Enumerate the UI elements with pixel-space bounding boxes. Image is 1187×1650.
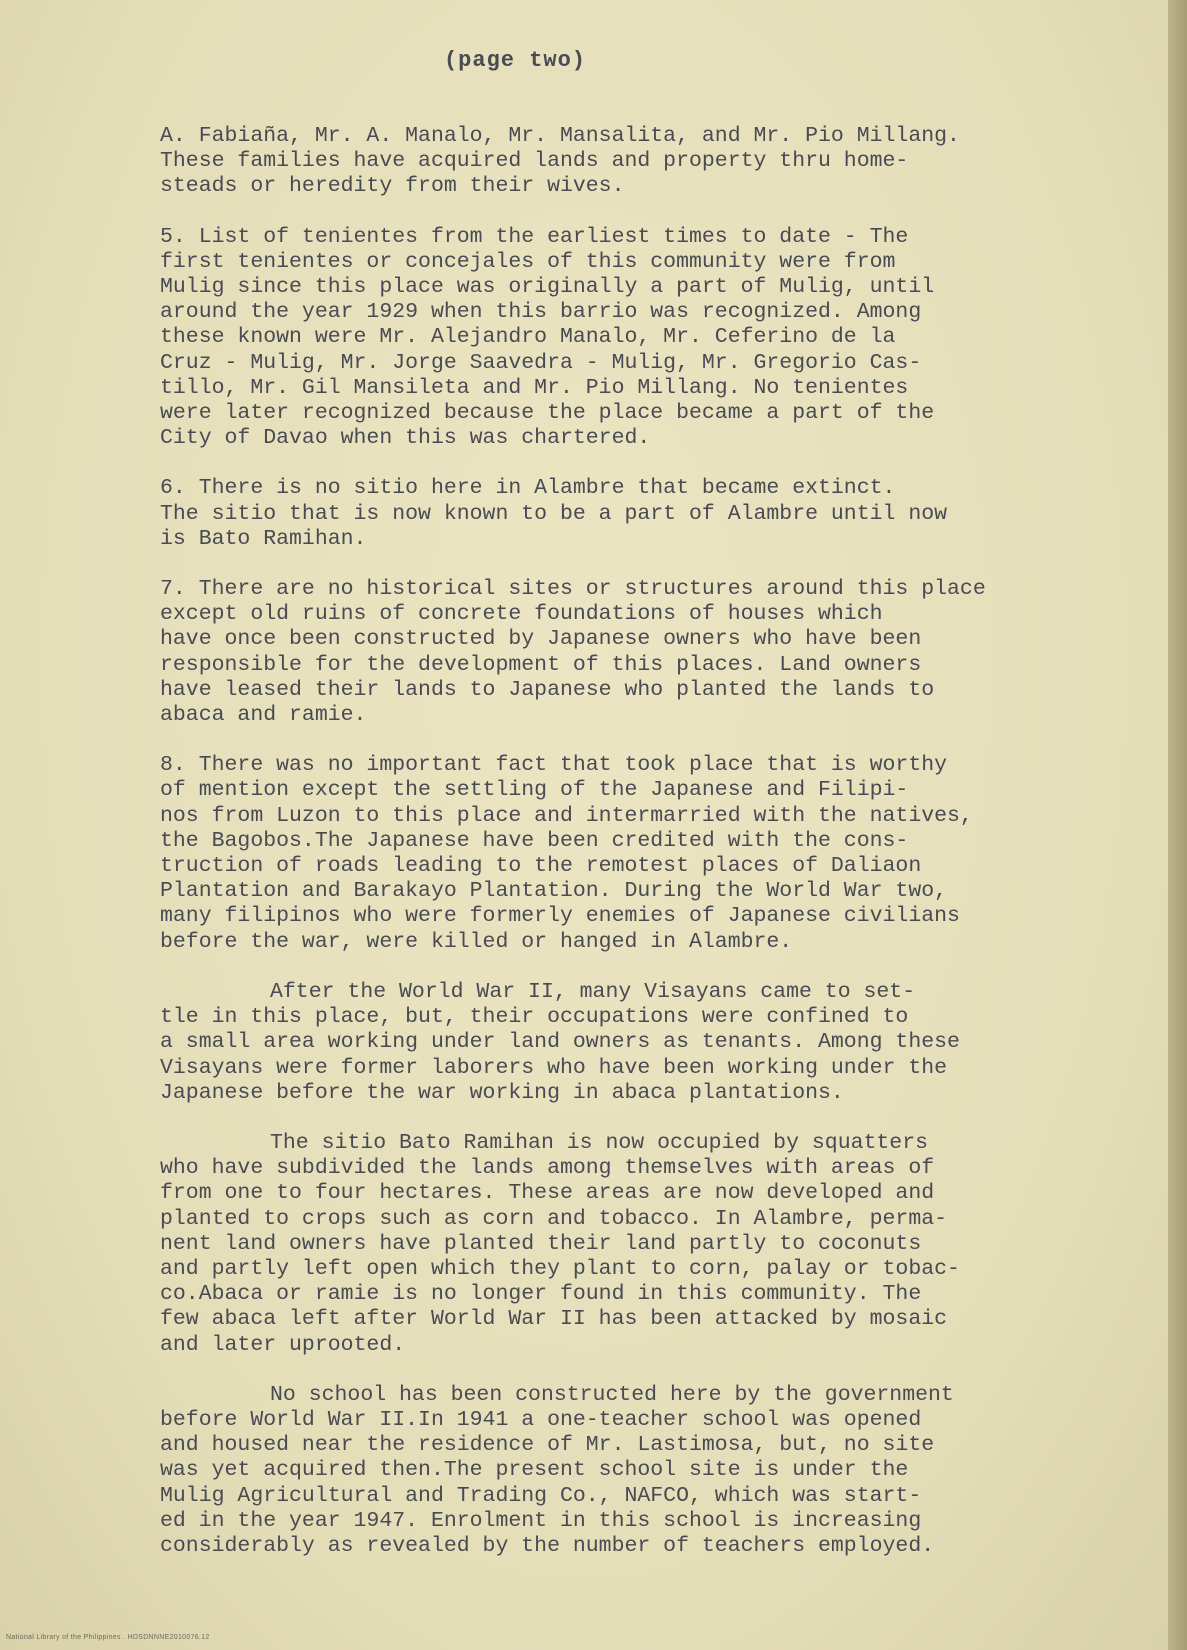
text-line: ed in the year 1947. Enrolment in this school is increasing <box>160 1508 922 1533</box>
text-line: Mulig Agricultural and Trading Co., NAFCO, which was start- <box>160 1483 922 1508</box>
paragraph <box>160 476 1100 552</box>
text-line: tillo, Mr. Gil Mansileta and Mr. Pio Millang. No tenientes <box>160 375 909 400</box>
text-line: who have subdivided the lands among themselves with areas of <box>160 1156 935 1181</box>
text-line: steads or heredity from their wives. <box>160 174 625 199</box>
text-line: City of Davao when this was chartered. <box>160 426 651 451</box>
text-line: from one to four hectares. These areas are now developed and <box>160 1181 935 1206</box>
paragraph <box>160 753 1100 955</box>
text-line: the Bagobos.The Japanese have been credited with the cons- <box>160 828 909 853</box>
paragraph <box>160 1383 1100 1559</box>
text-line: A. Fabiaña, Mr. A. Manalo, Mr. Mansalita, and Mr. Pio Millang. <box>160 124 960 148</box>
text-line: The sitio Bato Ramihan is now occupied by squatters <box>270 1130 929 1155</box>
text-line: nos from Luzon to this place and intermarried with the natives, <box>160 803 973 828</box>
text-line: considerably as revealed by the number of teachers employed. <box>160 1533 935 1558</box>
text-line: except old ruins of concrete foundations of houses which <box>160 602 883 627</box>
text-line: is Bato Ramihan. <box>160 526 367 551</box>
text-line: first tenientes or concejales of this community were from <box>160 249 896 274</box>
text-line: nent land owners have planted their land partly to coconuts <box>160 1231 922 1256</box>
paragraph <box>160 1131 1100 1358</box>
text-line: 5. List of tenientes from the earliest times to date - The <box>160 224 909 249</box>
text-line: abaca and ramie. <box>160 703 367 728</box>
text-line: No school has been constructed here by the government <box>270 1382 954 1407</box>
text-line: have leased their lands to Japanese who planted the lands to <box>160 677 935 702</box>
text-line: many filipinos who were formerly enemies of Japanese civilians <box>160 904 960 929</box>
text-line: Japanese before the war working in abaca plantations. <box>160 1080 844 1105</box>
text-line: before the war, were killed or hanged in Alambre. <box>160 929 793 954</box>
text-line: Plantation and Barakayo Plantation. During the World War two, <box>160 879 948 904</box>
text-line: of mention except the settling of the Japanese and Filipi- <box>160 778 909 803</box>
text-line: few abaca left after World War II has been attacked by mosaic <box>160 1307 948 1332</box>
footer-caption: National Library of the Philippines . HDSDNNNE2010076.12 <box>6 1634 210 1641</box>
text-line: tle in this place, but, their occupations were confined to <box>160 1005 909 1030</box>
text-line: These families have acquired lands and property thru home- <box>160 149 909 174</box>
text-line: and housed near the residence of Mr. Lastimosa, but, no site <box>160 1433 935 1458</box>
text-line: 7. There are no historical sites or structures around this place <box>160 577 986 602</box>
text-line: have once been constructed by Japanese owners who have been <box>160 627 922 652</box>
page-heading: (page two) <box>443 48 587 73</box>
text-line: these known were Mr. Alejandro Manalo, Mr. Ceferino de la <box>160 325 896 350</box>
text-line: was yet acquired then.The present school site is under the <box>160 1458 909 1483</box>
text-line: and partly left open which they plant to corn, palay or tobac- <box>160 1256 960 1281</box>
paragraph <box>160 124 1100 200</box>
text-line: 6. There is no sitio here in Alambre that became extinct. <box>160 476 896 501</box>
text-line: co.Abaca or ramie is no longer found in this community. The <box>160 1282 922 1307</box>
text-line: a small area working under land owners as tenants. Among these <box>160 1030 960 1055</box>
text-line: and later uprooted. <box>160 1332 406 1357</box>
paragraph <box>160 577 1100 728</box>
text-line: The sitio that is now known to be a part of Alambre until now <box>160 501 948 526</box>
text-line: After the World War II, many Visayans came to set- <box>270 979 916 1004</box>
text-line: before World War II.In 1941 a one-teacher school was opened <box>160 1407 922 1432</box>
text-line: planted to crops such as corn and tobacco. In Alambre, perma- <box>160 1206 948 1231</box>
paragraph <box>160 225 1100 452</box>
text-line: around the year 1929 when this barrio was recognized. Among <box>160 300 922 325</box>
text-line: were later recognized because the place became a part of the <box>160 401 935 426</box>
text-line: 8. There was no important fact that took place that is worthy <box>160 753 948 778</box>
text-line: responsible for the development of this places. Land owners <box>160 652 922 677</box>
text-line: Visayans were former laborers who have been working under the <box>160 1055 948 1080</box>
document-body <box>160 124 1100 1584</box>
text-line: Cruz - Mulig, Mr. Jorge Saavedra - Mulig, Mr. Gregorio Cas- <box>160 350 922 375</box>
paragraph <box>160 980 1100 1106</box>
text-line: truction of roads leading to the remotest places of Daliaon <box>160 854 922 879</box>
page-edge <box>1168 0 1187 1650</box>
text-line: Mulig since this place was originally a part of Mulig, until <box>160 275 935 300</box>
